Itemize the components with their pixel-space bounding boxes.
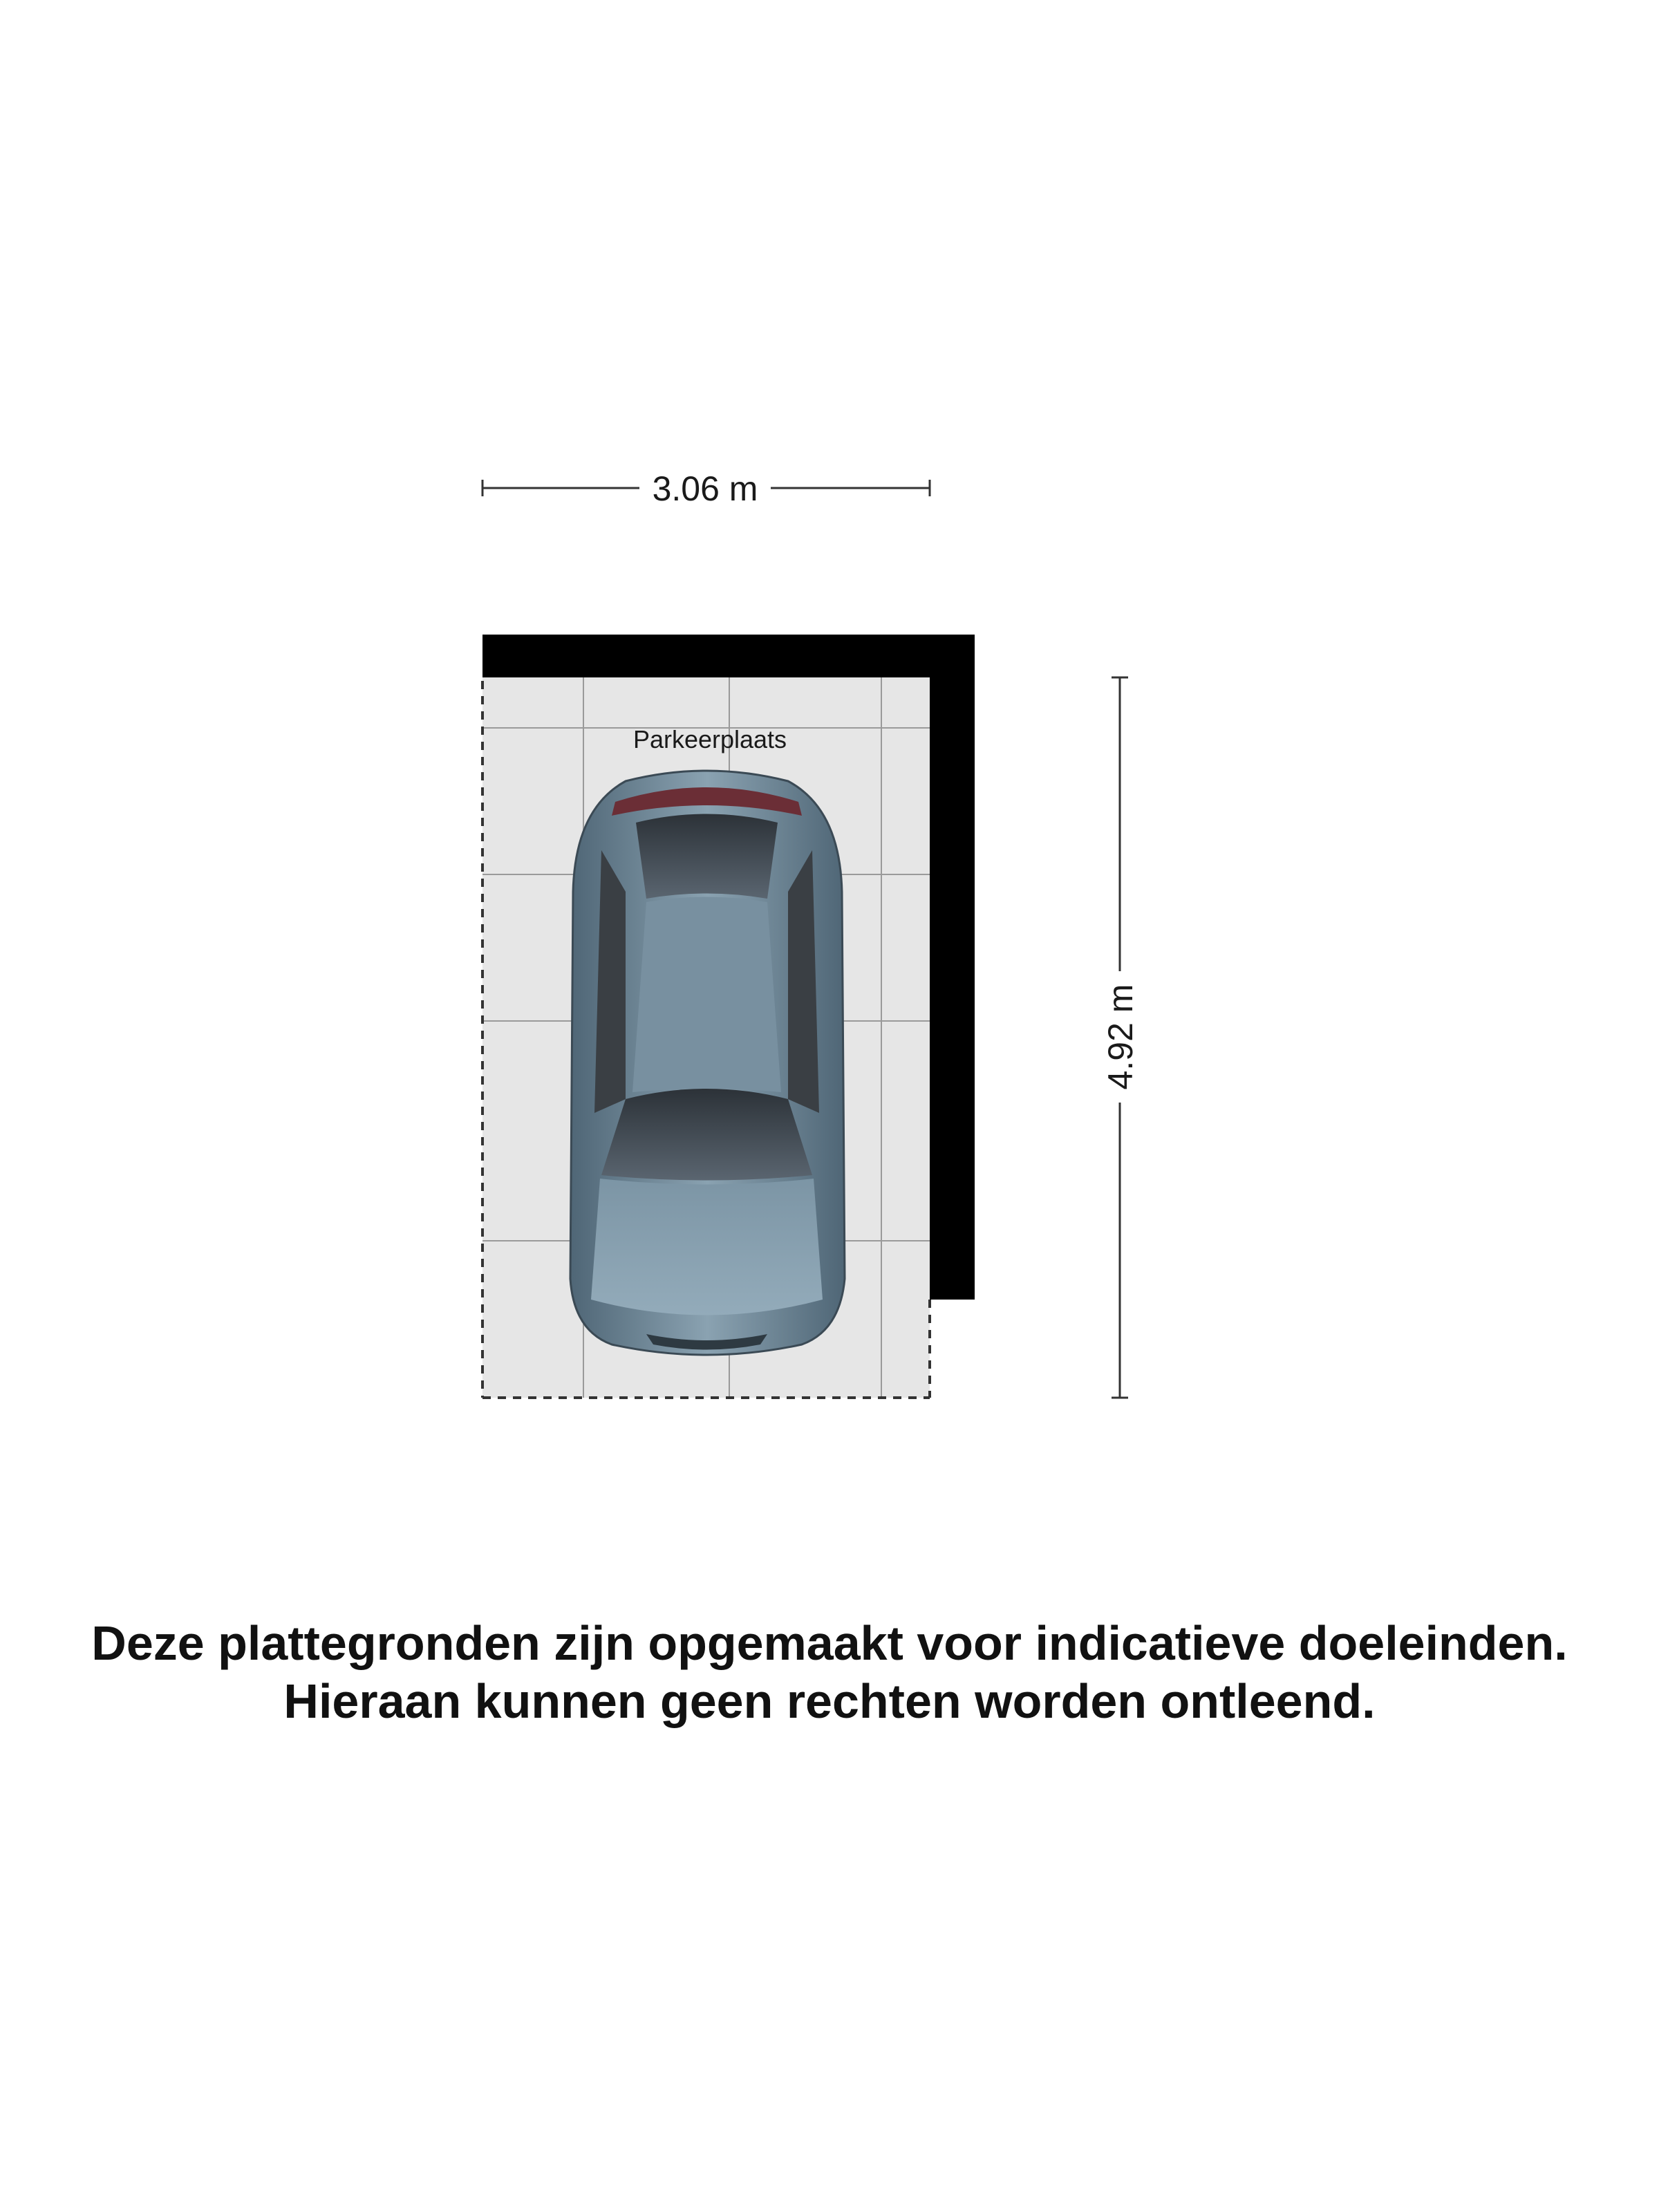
disclaimer	[0, 1614, 1659, 1730]
width-label: 3.06 m	[652, 469, 758, 508]
depth-label: 4.92 m	[1101, 984, 1140, 1090]
width-dimension	[482, 465, 930, 509]
room-label: Parkeerplaats	[632, 725, 787, 753]
car-image	[570, 771, 845, 1355]
depth-dimension	[1098, 677, 1142, 1398]
disclaimer-line-2: Hieraan kunnen geen rechten worden ontleend.	[283, 1674, 1376, 1728]
disclaimer-line-1: Deze plattegronden zijn opgemaakt voor indicatieve doeleinden.	[91, 1616, 1568, 1670]
